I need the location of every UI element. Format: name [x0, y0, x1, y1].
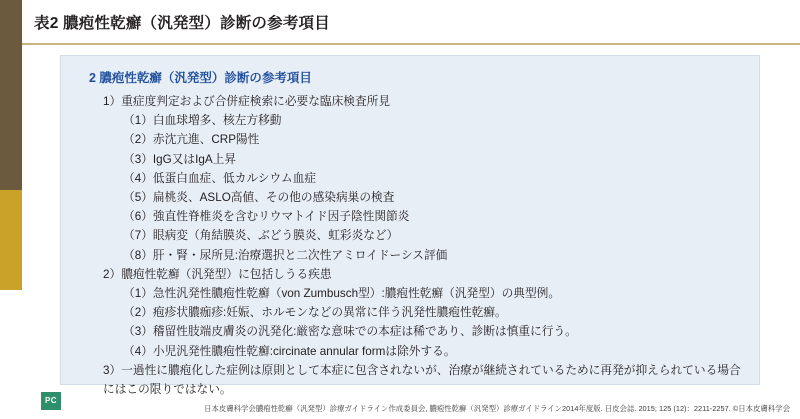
criteria-line: 3）一過性に膿疱化した症例は原則として本症に包含されないが、治療が継続されているために再発が抑えられている場合にはこの限りではない。 — [103, 363, 741, 397]
card-title: 2 膿疱性乾癬（汎発型）診断の参考項目 — [89, 71, 312, 85]
header-divider — [22, 43, 800, 45]
rail-segment-white — [0, 290, 22, 419]
page-header — [22, 0, 800, 43]
criteria-line: （8）肝・腎・尿所見:治療選択と二次性アミロイドーシス評価 — [123, 248, 448, 262]
criteria-line: （1）白血球増多、核左方移動 — [123, 114, 282, 128]
criteria-line: （2）赤沈亢進、CRP陽性 — [123, 133, 260, 147]
criteria-line: （5）扁桃炎、ASLO高値、その他の感染病巣の検査 — [123, 191, 395, 205]
criteria-line: （4）低蛋白血症、低カルシウム血症 — [123, 171, 317, 185]
criteria-line: （2）疱疹状膿痂疹:妊娠、ホルモンなどの異常に伴う汎発性膿疱性乾癬。 — [123, 306, 507, 320]
criteria-line: （4）小児汎発性膿疱性乾癬:circinate annular formは除外する。 — [123, 344, 456, 358]
rail-segment-gold — [0, 190, 22, 290]
criteria-line: 1）重症度判定および合併症検索に必要な臨床検査所見 — [103, 95, 391, 108]
criteria-line: （3）IgG又はIgA上昇 — [123, 152, 237, 166]
rail-segment-brown — [0, 0, 22, 190]
page-title: 表2 膿疱性乾癬（汎発型）診断の参考項目 — [34, 15, 330, 32]
criteria-line: 2）膿疱性乾癬（汎発型）に包括しうる疾患 — [103, 267, 332, 281]
criteria-list — [89, 92, 745, 399]
criteria-line: （1）急性汎発性膿疱性乾癬（von Zumbusch型）:膿疱性乾癬（汎発型）の典型例。 — [123, 287, 561, 301]
criteria-line: （7）眼病変（角結膜炎、ぶどう膜炎、虹彩炎など） — [123, 229, 399, 243]
content-card — [60, 55, 760, 397]
criteria-line: （6）強直性脊椎炎を含むリウマトイド因子陰性関節炎 — [123, 210, 410, 224]
left-color-rail — [0, 0, 22, 419]
publisher-badge: PC — [41, 392, 61, 410]
criteria-line: （3）稽留性肢端皮膚炎の汎発化:厳密な意味での本症は稀であり、診断は慎重に行う。 — [123, 325, 577, 339]
citation-note: 日本皮膚科学会膿疱性乾癬（汎発型）診療ガイドライン作成委員会, 膿疱性乾癬（汎発型）診療ガイドライン2014年度版. 日皮会誌. 2015; 125 (12)：2211-2257. ©日本皮膚科学会 — [204, 404, 790, 413]
